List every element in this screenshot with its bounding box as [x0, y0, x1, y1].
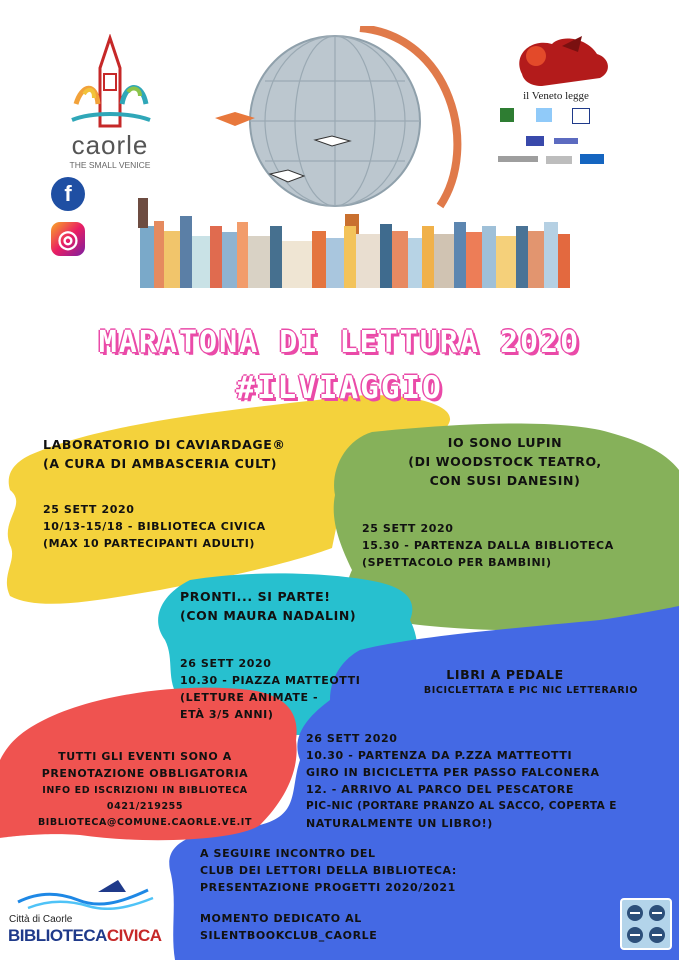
pronti-title: PRONTI... SI PARTE! — [180, 589, 331, 604]
veneto-legge-text: il Veneto legge — [523, 90, 589, 102]
library-name-part2: CIVICA — [106, 926, 162, 945]
pronti-date: 26 SETT 2020 — [180, 657, 272, 670]
lupin-subtitle: (DI WOODSTOCK TEATRO, — [408, 454, 602, 469]
pronti-note: (LETTURE ANIMATE - — [180, 691, 319, 704]
region-logo — [500, 108, 514, 122]
pronti-subtitle: (CON MAURA NADALIN) — [180, 608, 357, 623]
aie-logo — [580, 154, 604, 164]
club-line-5: SILENTBOOKCLUB_CAORLE — [200, 929, 378, 942]
caviardage-date: 25 SETT 2020 — [43, 503, 135, 516]
pedale-line-5: NATURALMENTE UN LIBRO!) — [306, 817, 493, 830]
pedale-subtitle: BICICLETTATA E PIC NIC LETTERARIO — [423, 685, 639, 696]
lupin-note: (SPETTACOLO PER BAMBINI) — [362, 556, 552, 569]
caviardage-time: 10/13-15/18 - BIBLIOTECA CIVICA — [43, 520, 266, 533]
aib-logo — [572, 108, 590, 124]
hashtag-title: #ILVIAGGIO — [236, 370, 443, 406]
library-name-part1: BIBLIOTECA — [8, 926, 107, 945]
partner-logos — [492, 108, 624, 172]
ali-logo — [526, 136, 544, 146]
pedale-line-1: 10.30 - PARTENZA DA P.ZZA MATTEOTTI — [306, 749, 573, 762]
partner-logo — [536, 108, 552, 122]
info-text: INFO ED ISCRIZIONI IN BIBLIOTECA — [42, 785, 248, 796]
sil-logo — [554, 138, 578, 144]
caviardage-note: (MAX 10 PARTECIPANTI ADULTI) — [43, 537, 256, 550]
silent-book-club-badge — [620, 898, 672, 950]
info-subtitle: PRENOTAZIONE OBBLIGATORIA — [41, 767, 249, 780]
veneto-legge-logo — [492, 34, 624, 174]
info-phone[interactable]: 0421/219255 — [106, 801, 184, 812]
lupin-title: IO SONO LUPIN — [447, 435, 563, 450]
pedale-line-2: GIRO IN BICICLETTA PER PASSO FALCONERA — [306, 766, 600, 779]
lupin-subtitle-2: CON SUSI DANESIN) — [429, 473, 581, 488]
lupin-date: 25 SETT 2020 — [362, 522, 454, 535]
pedale-line-3: 12. - ARRIVO AL PARCO DEL PESCATORE — [306, 783, 574, 796]
caviardage-subtitle: (A CURA DI AMBASCERIA CULT) — [43, 456, 278, 471]
caorle-name: caorle — [71, 130, 149, 160]
facebook-icon[interactable]: f — [51, 177, 85, 211]
pedale-date: 26 SETT 2020 — [306, 732, 398, 745]
club-line-2: CLUB DEI LETTORI DELLA BIBLIOTECA: — [200, 864, 457, 877]
club-line-1: A SEGUIRE INCONTRO DEL — [200, 847, 376, 860]
reading-icons — [622, 900, 670, 948]
page-title: MARATONA DI LETTURA 2020 — [98, 325, 581, 360]
editori-logo — [498, 156, 538, 162]
instagram-icon[interactable]: ◎ — [51, 222, 85, 256]
city-name: Città di Caorle — [9, 914, 73, 925]
pedale-line-4: PIC-NIC (PORTARE PRANZO AL SACCO, COPERTA E — [306, 800, 617, 812]
winged-lion-icon — [502, 34, 612, 92]
caorle-tagline: THE SMALL VENICE — [69, 160, 151, 170]
pronti-note-2: ETÀ 3/5 ANNI) — [180, 708, 274, 721]
info-title: TUTTI GLI EVENTI SONO A — [58, 750, 232, 763]
lupin-time: 15.30 - PARTENZA DALLA BIBLIOTECA — [362, 539, 614, 552]
club-line-4: MOMENTO DEDICATO AL — [200, 912, 362, 925]
info-email[interactable]: BIBLIOTECA@COMUNE.CAORLE.VE.IT — [37, 817, 253, 828]
club-line-3: PRESENTAZIONE PROGETTI 2020/2021 — [200, 881, 456, 894]
caviardage-title: LABORATORIO DI CAVIARDAGE® — [43, 437, 286, 452]
pedale-title: LIBRI A PEDALE — [446, 667, 564, 682]
partner-logo-2 — [546, 156, 572, 164]
biblioteca-logo — [0, 870, 175, 960]
waves-icon — [8, 870, 158, 910]
pronti-time: 10.30 - PIAZZA MATTEOTTI — [180, 674, 361, 687]
books-row — [138, 198, 570, 288]
